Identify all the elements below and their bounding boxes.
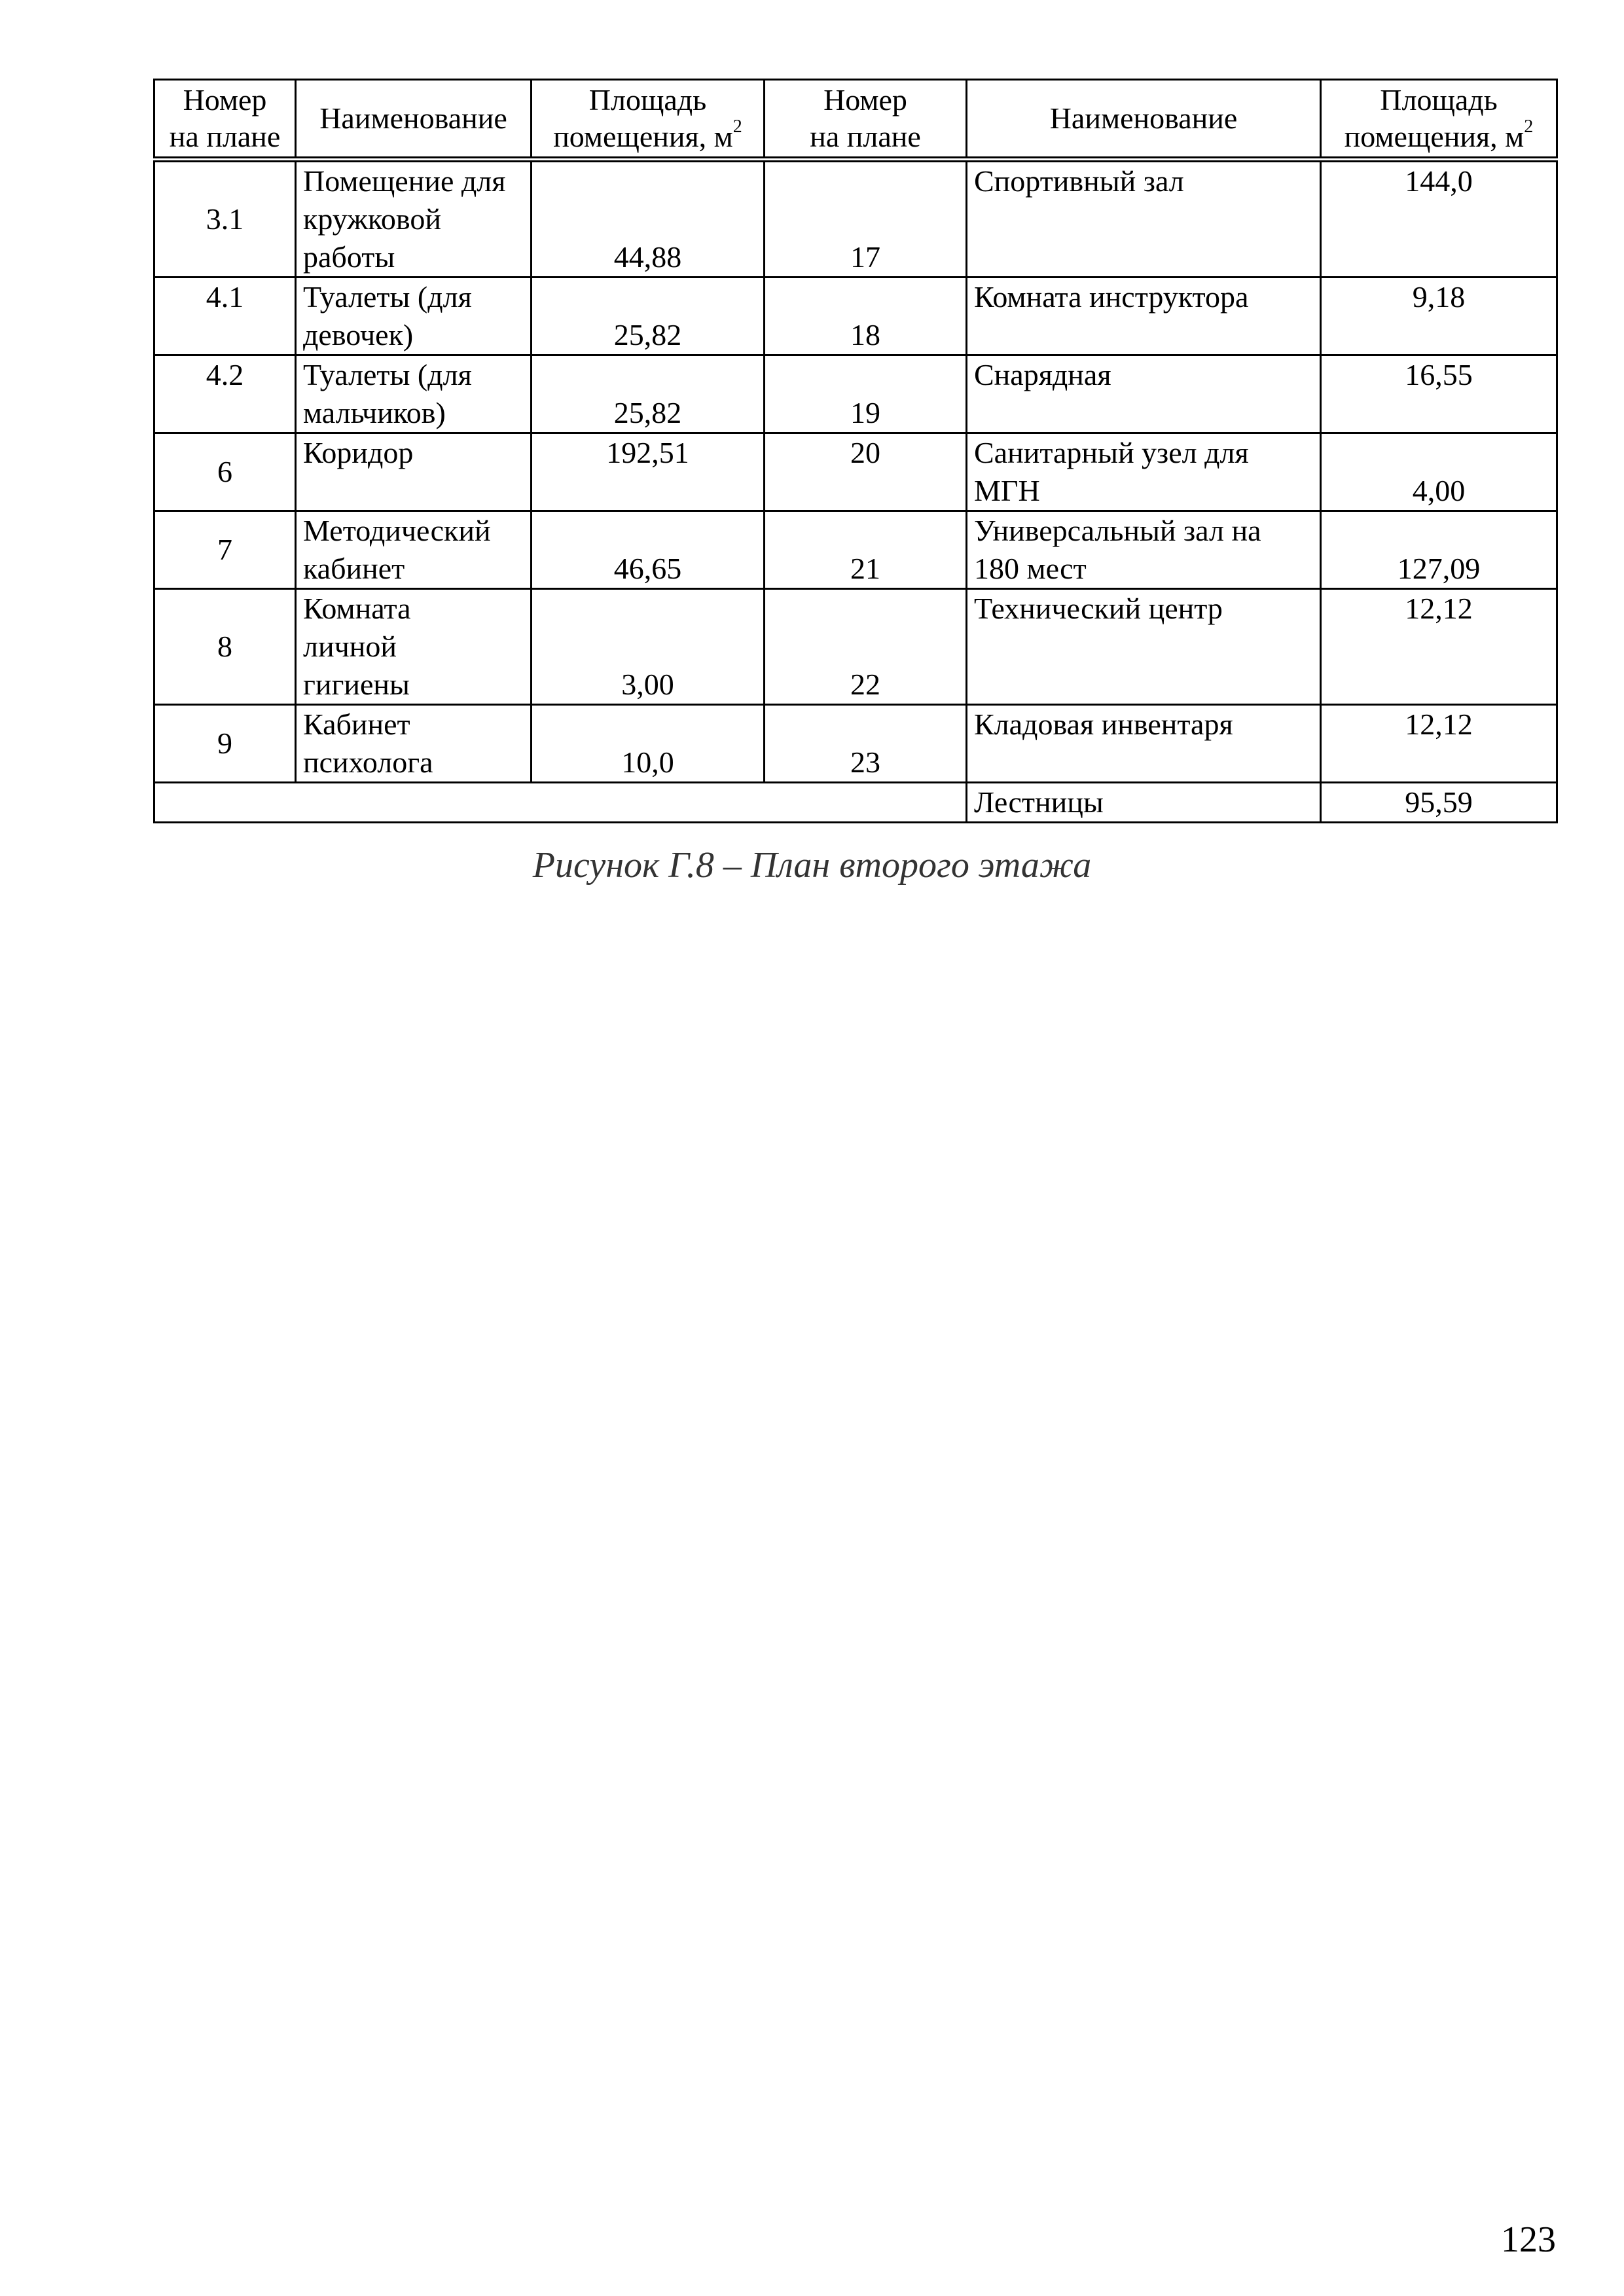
header-left-number — [154, 80, 296, 160]
left-name-line: Кабинет — [303, 708, 410, 741]
left-area-cell: 192,51 — [532, 433, 765, 511]
header-left-number-line2: на плане — [169, 120, 281, 153]
left-name-cell — [296, 355, 532, 433]
right-name-cell — [967, 160, 1321, 278]
right-area-cell: 9,18 — [1321, 278, 1557, 355]
right-name-line: Технический центр — [974, 592, 1223, 625]
figure-caption: Рисунок Г.8 – План второго этажа — [532, 845, 1092, 886]
right-name-line: МГН — [974, 474, 1040, 507]
right-area-cell: 144,0 — [1321, 160, 1557, 278]
header-left-name-text: Наименование — [319, 101, 507, 135]
right-number-cell: 18 — [765, 278, 967, 355]
left-number-cell: 7 — [154, 511, 296, 589]
left-area-cell: 3,00 — [532, 589, 765, 705]
header-left-number-line1: Номер — [183, 83, 267, 117]
right-area-cell: 12,12 — [1321, 705, 1557, 783]
left-name-line: личной — [303, 630, 397, 663]
right-name-line: Спортивный зал — [974, 164, 1184, 198]
right-name-cell — [967, 433, 1321, 511]
right-name-cell — [967, 355, 1321, 433]
left-name-line: девочек) — [303, 318, 414, 351]
right-number-cell: 23 — [765, 705, 967, 783]
left-name-cell — [296, 278, 532, 355]
right-area-cell: 95,59 — [1321, 783, 1557, 823]
table-row — [154, 160, 1557, 278]
left-name-line: Туалеты (для — [303, 358, 472, 391]
left-area-cell: 46,65 — [532, 511, 765, 589]
empty-merged-cell — [154, 783, 967, 823]
right-number-cell: 19 — [765, 355, 967, 433]
right-area-cell: 4,00 — [1321, 433, 1557, 511]
left-name-cell — [296, 433, 532, 511]
left-name-line: психолога — [303, 745, 433, 779]
left-area-cell: 10,0 — [532, 705, 765, 783]
header-right-number-line1: Номер — [823, 83, 907, 117]
left-name-line: Комната — [303, 592, 411, 625]
left-name-line: работы — [303, 240, 395, 274]
left-area-cell: 44,88 — [532, 160, 765, 278]
left-name-cell — [296, 511, 532, 589]
right-area-cell: 16,55 — [1321, 355, 1557, 433]
right-number-cell: 20 — [765, 433, 967, 511]
header-right-number-line2: на плане — [810, 120, 921, 153]
left-number-cell: 3.1 — [154, 160, 296, 278]
header-left-area-sup: 2 — [732, 117, 742, 137]
right-name-cell — [967, 705, 1321, 783]
left-name-cell — [296, 705, 532, 783]
left-number-cell: 4.1 — [154, 278, 296, 355]
rooms-table — [153, 79, 1558, 823]
left-name-line: Методический — [303, 514, 491, 547]
header-right-area — [1321, 80, 1557, 160]
header-right-name-text: Наименование — [1049, 101, 1238, 135]
right-number-cell: 21 — [765, 511, 967, 589]
right-name-cell — [967, 278, 1321, 355]
left-name-line: кружковой — [303, 202, 441, 236]
left-number-cell: 4.2 — [154, 355, 296, 433]
left-name-line: Помещение для — [303, 164, 506, 198]
table-row — [154, 355, 1557, 433]
right-name-line: Комната инструктора — [974, 280, 1249, 314]
table-row — [154, 511, 1557, 589]
left-name-cell — [296, 589, 532, 705]
table-header-row — [154, 80, 1557, 160]
right-name-cell — [967, 511, 1321, 589]
right-name-line: Снарядная — [974, 358, 1111, 391]
header-right-name — [967, 80, 1321, 160]
left-number-cell: 6 — [154, 433, 296, 511]
table-row — [154, 278, 1557, 355]
left-name-line: гигиены — [303, 668, 410, 701]
header-left-area — [532, 80, 765, 160]
right-name-line: Санитарный узел для — [974, 436, 1249, 469]
page-number: 123 — [1501, 2219, 1556, 2260]
table-row-total — [154, 783, 1557, 823]
right-name-line: Универсальный зал на — [974, 514, 1261, 547]
right-number-cell: 17 — [765, 160, 967, 278]
header-right-area-line2: помещения, м — [1344, 120, 1525, 153]
left-area-cell: 25,82 — [532, 355, 765, 433]
right-name-cell — [967, 589, 1321, 705]
left-area-cell: 25,82 — [532, 278, 765, 355]
right-name-line: 180 мест — [974, 552, 1087, 585]
header-right-area-sup: 2 — [1524, 117, 1534, 137]
right-name-cell: Лестницы — [967, 783, 1321, 823]
right-name-line: Кладовая инвентаря — [974, 708, 1233, 741]
right-area-cell: 12,12 — [1321, 589, 1557, 705]
left-name-line: Коридор — [303, 436, 414, 469]
left-name-line: кабинет — [303, 552, 405, 585]
right-area-cell: 127,09 — [1321, 511, 1557, 589]
left-number-cell: 8 — [154, 589, 296, 705]
right-number-cell: 22 — [765, 589, 967, 705]
table-row — [154, 433, 1557, 511]
header-right-area-line1: Площадь — [1380, 83, 1498, 117]
left-name-line: Туалеты (для — [303, 280, 472, 314]
left-name-line: мальчиков) — [303, 396, 446, 429]
left-name-cell — [296, 160, 532, 278]
left-number-cell: 9 — [154, 705, 296, 783]
header-left-name — [296, 80, 532, 160]
header-right-number — [765, 80, 967, 160]
table-row — [154, 589, 1557, 705]
header-left-area-line2: помещения, м — [553, 120, 733, 153]
table-row — [154, 705, 1557, 783]
header-left-area-line1: Площадь — [588, 83, 707, 117]
